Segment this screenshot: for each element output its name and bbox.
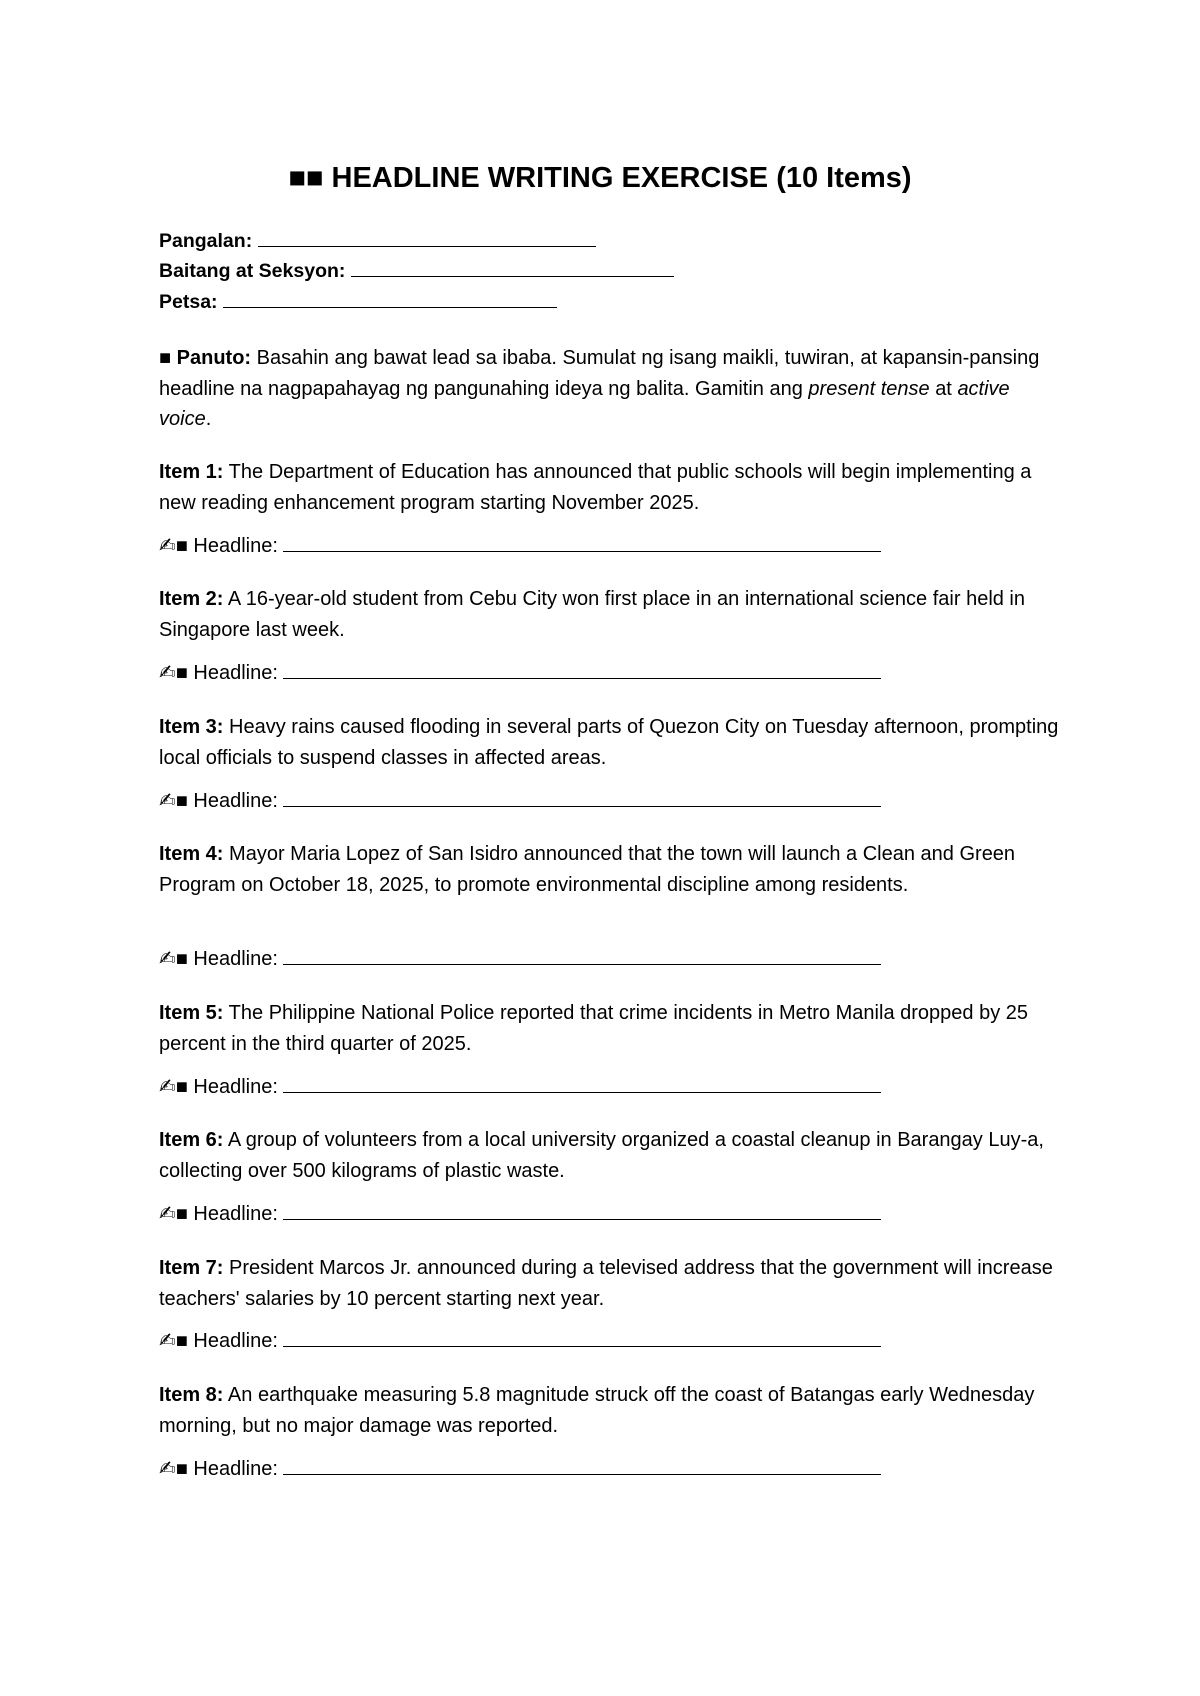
item-lead-text: President Marcos Jr. announced during a televised address that the government will increase teachers' salaries by 10 percent starting next year.: [159, 1257, 1053, 1310]
instructions-emphasis-tense: present tense: [808, 377, 930, 400]
headline-label: Headline:: [193, 948, 278, 970]
headline-blank[interactable]: [283, 1454, 881, 1475]
headline-answer-row: [159, 944, 881, 974]
grade-section-blank[interactable]: [351, 256, 674, 277]
headline-label: Headline:: [193, 1076, 278, 1098]
headline-label: Headline:: [193, 662, 278, 684]
name-blank[interactable]: [258, 226, 596, 247]
instructions: [159, 343, 1059, 435]
headline-answer-row: [159, 1326, 881, 1356]
title-text: HEADLINE WRITING EXERCISE (10 Items): [331, 162, 912, 194]
item-lead-text: A group of volunteers from a local university organized a coastal cleanup in Barangay Luy-a, collecting over 500 kilograms of plastic waste.: [159, 1129, 1044, 1182]
headline-blank[interactable]: [283, 531, 881, 552]
item-label: Item 3:: [159, 716, 224, 738]
grade-section-field-row: [159, 256, 674, 286]
headline-blank[interactable]: [283, 1072, 881, 1093]
item-lead: [159, 1253, 1059, 1314]
item-lead-text: The Philippine National Police reported that crime incidents in Metro Manila dropped by 25 percent in the third quarter of 2025.: [159, 1002, 1028, 1055]
date-label: Petsa:: [159, 291, 218, 313]
item-lead-text: The Department of Education has announced that public schools will begin implementing a new reading enhancement program starting November 2025.: [159, 461, 1032, 514]
headline-answer-row: [159, 786, 881, 816]
headline-label: Headline:: [193, 790, 278, 812]
headline-blank[interactable]: [283, 1199, 881, 1220]
headline-blank[interactable]: [283, 1326, 881, 1347]
date-field-row: [159, 287, 557, 317]
instructions-square-icon: ■: [159, 347, 172, 369]
item-lead: [159, 998, 1059, 1059]
headline-label: Headline:: [193, 1330, 278, 1352]
item-lead-text: Mayor Maria Lopez of San Isidro announced that the town will launch a Clean and Green Program on October 18, 2025, to promote environmental discipline among residents.: [159, 843, 1016, 896]
headline-blank[interactable]: [283, 786, 881, 807]
writing-hand-icon: ✍■: [159, 535, 188, 557]
item-label: Item 1:: [159, 461, 224, 483]
instructions-emphasis-voice: active voice: [159, 377, 1010, 430]
writing-hand-icon: ✍■: [159, 1330, 188, 1352]
item-lead-text: An earthquake measuring 5.8 magnitude struck off the coast of Batangas early Wednesday morning, but no major damage was reported.: [159, 1384, 1035, 1437]
item-lead: [159, 584, 1059, 645]
instructions-period: .: [205, 408, 212, 430]
page-title: [0, 158, 1200, 198]
title-square-icon: ■■: [288, 162, 324, 194]
item-lead: [159, 457, 1059, 518]
writing-hand-icon: ✍■: [159, 790, 188, 812]
headline-answer-row: [159, 658, 881, 688]
writing-hand-icon: ✍■: [159, 1076, 188, 1098]
writing-hand-icon: ✍■: [159, 662, 188, 684]
headline-answer-row: [159, 531, 881, 561]
item-label: Item 7:: [159, 1257, 224, 1279]
name-label: Pangalan:: [159, 230, 253, 252]
item-label: Item 4:: [159, 843, 224, 865]
item-label: Item 6:: [159, 1129, 224, 1151]
item-lead-text: A 16-year-old student from Cebu City won first place in an international science fair held in Singapore last week.: [159, 588, 1026, 641]
item-label: Item 5:: [159, 1002, 224, 1024]
writing-hand-icon: ✍■: [159, 948, 188, 970]
headline-blank[interactable]: [283, 658, 881, 679]
item-lead: [159, 712, 1059, 773]
item-lead: [159, 1125, 1059, 1186]
instructions-connector: at: [935, 377, 952, 400]
writing-hand-icon: ✍■: [159, 1203, 188, 1225]
headline-label: Headline:: [193, 535, 278, 557]
item-lead-text: Heavy rains caused flooding in several parts of Quezon City on Tuesday afternoon, prompting local officials to suspend classes in affected areas.: [159, 716, 1059, 769]
writing-hand-icon: ✍■: [159, 1458, 188, 1480]
headline-answer-row: [159, 1072, 881, 1102]
headline-label: Headline:: [193, 1458, 278, 1480]
instructions-label: Panuto:: [176, 347, 252, 369]
item-lead: [159, 839, 1059, 900]
item-lead: [159, 1380, 1059, 1441]
date-blank[interactable]: [223, 287, 557, 308]
grade-section-label: Baitang at Seksyon:: [159, 260, 346, 282]
name-field-row: [159, 226, 596, 256]
item-label: Item 8:: [159, 1384, 224, 1406]
headline-answer-row: [159, 1199, 881, 1229]
headline-label: Headline:: [193, 1203, 278, 1225]
instructions-text: Basahin ang bawat lead sa ibaba. Sumulat ng isang maikli, tuwiran, at kapansin-pansing headline na nagpapahayag ng pangunahing ideya ng balita. Gamitin ang: [159, 347, 1040, 400]
headline-answer-row: [159, 1454, 881, 1484]
headline-blank[interactable]: [283, 944, 881, 965]
item-label: Item 2:: [159, 588, 224, 610]
